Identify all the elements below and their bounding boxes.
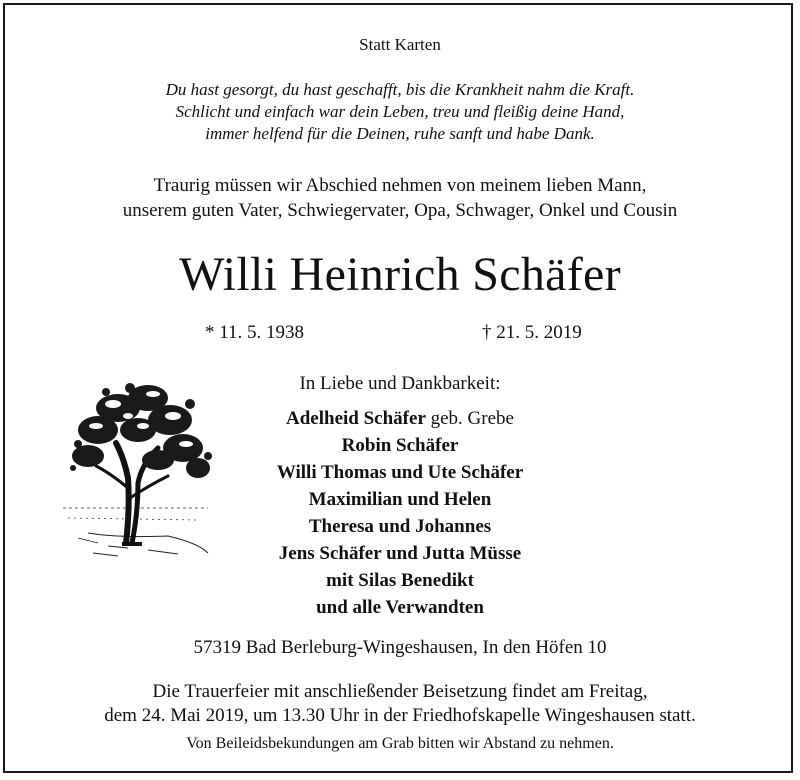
statt-karten-header: Statt Karten: [359, 35, 441, 54]
deceased-name: Willi Heinrich Schäfer: [179, 248, 621, 301]
mourner-line: und alle Verwandten: [316, 597, 484, 618]
death-date: † 21. 5. 2019: [482, 322, 582, 343]
funeral-line: Die Trauerfeier mit anschließender Beisetzung findet am Freitag,: [152, 681, 648, 702]
mourner-line: Willi Thomas und Ute Schäfer: [276, 462, 524, 483]
mourners-list: [0, 405, 800, 621]
mourner-line: Maximilian und Helen: [308, 489, 492, 510]
funeral-line: dem 24. Mai 2019, um 13.30 Uhr in der Friedhofskapelle Wingeshausen statt.: [104, 705, 696, 726]
intro-line: Traurig müssen wir Abschied nehmen von meinem lieben Mann,: [153, 175, 647, 196]
birth-date: * 11. 5. 1938: [205, 322, 305, 343]
funeral-info: [0, 680, 800, 728]
mourner-line: Theresa und Johannes: [308, 516, 492, 537]
poem-line: Du hast gesorgt, du hast geschafft, bis die Krankheit nahm die Kraft.: [165, 80, 635, 99]
condolence-note: Von Beileidsbekundungen am Grab bitten wir Abstand zu nehmen.: [186, 735, 614, 752]
address: 57319 Bad Berleburg-Wingeshausen, In den Höfen 10: [193, 637, 607, 658]
poem-line: Schlicht und einfach war dein Leben, treu und fleißig deine Hand,: [175, 102, 625, 121]
mourner-maiden-name: geb. Grebe: [425, 408, 514, 429]
mourner-name: Adelheid Schäfer: [286, 408, 426, 429]
mourner-line: Jens Schäfer und Jutta Müsse: [278, 543, 522, 564]
mourner-line: Robin Schäfer: [341, 435, 459, 456]
mourner-line: mit Silas Benedikt: [326, 570, 474, 591]
poem: [0, 79, 800, 145]
intro-line: unserem guten Vater, Schwiegervater, Opa, Schwager, Onkel und Cousin: [122, 200, 678, 221]
mourner-line: [0, 405, 800, 432]
poem-line: immer helfend für die Deinen, ruhe sanft und habe Dank.: [205, 124, 595, 143]
in-liebe-heading: In Liebe und Dankbarkeit:: [299, 373, 501, 394]
intro-text: [0, 173, 800, 223]
